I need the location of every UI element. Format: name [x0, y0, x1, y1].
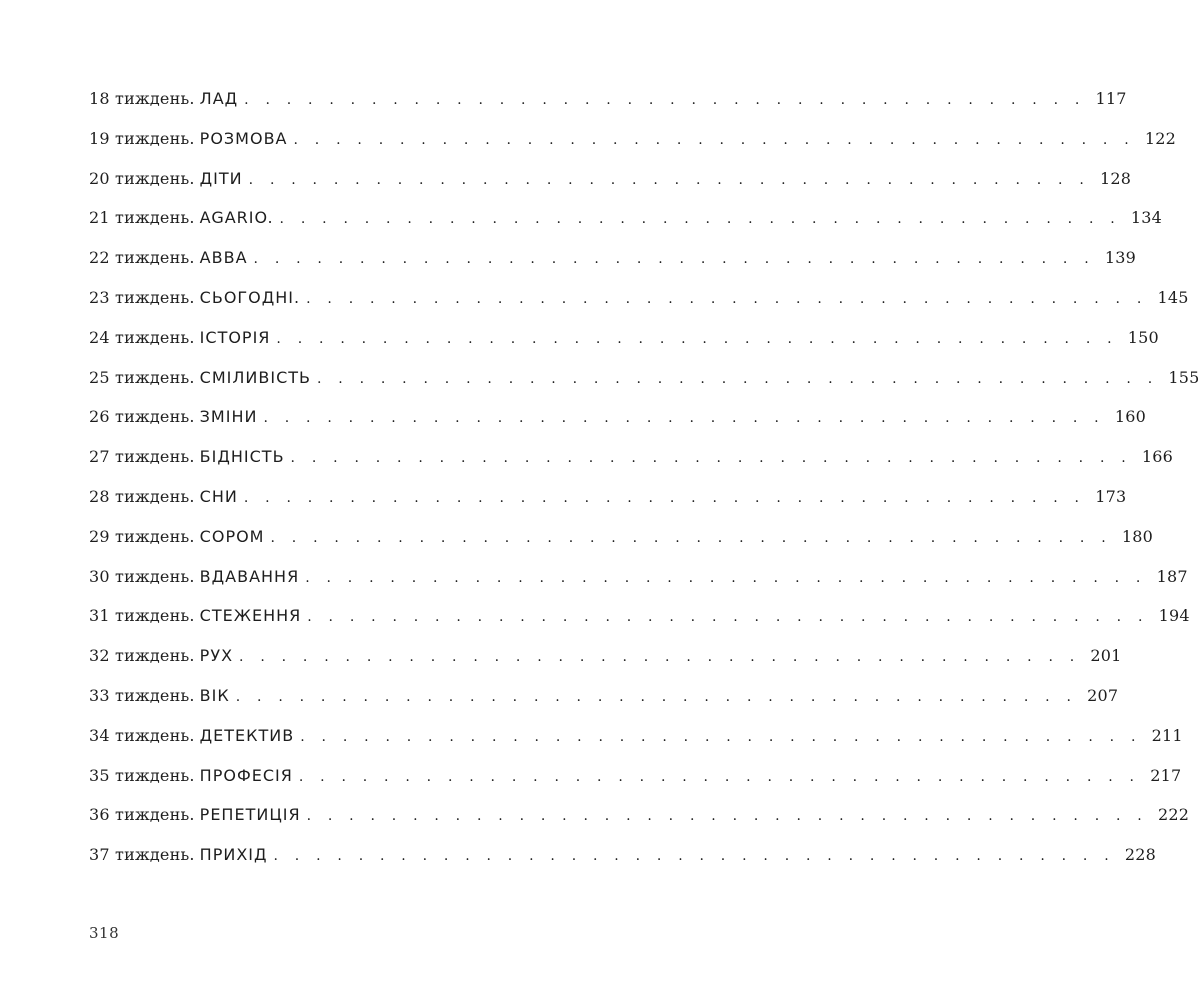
toc-entry-week: 28 тиждень. — [89, 486, 195, 506]
toc-entry-page: 155 — [1168, 367, 1200, 387]
toc-entry-week: 32 тиждень. — [89, 646, 195, 666]
dot-leader: . . . . . . . . . . . . . . . . . . . . . . . . . . . . . . . . . . . . . . . . — [263, 410, 1105, 427]
toc-entry-week: 25 тиждень. — [89, 367, 195, 387]
toc-entry — [89, 128, 1177, 169]
toc-entry-page: 222 — [1157, 805, 1190, 825]
toc-entry — [89, 646, 1122, 686]
toc-entry-page: 166 — [1141, 447, 1174, 467]
toc-entry-title: ВІК — [199, 685, 230, 705]
toc-entry — [89, 287, 1189, 328]
toc-entry-title: ABBA — [199, 248, 248, 268]
toc-entry — [89, 606, 1190, 646]
toc-entry — [89, 208, 1163, 248]
toc-entry-week: 36 тиждень. — [89, 805, 195, 825]
toc-entry — [89, 526, 1153, 567]
toc-entry — [89, 725, 1183, 766]
toc-entry-page: 150 — [1127, 327, 1159, 347]
toc-entry-week: 27 тиждень. — [89, 447, 195, 467]
toc-entry — [89, 845, 1157, 885]
toc-entry-page: 117 — [1095, 89, 1127, 108]
toc-entry-week: 33 тиждень. — [89, 685, 195, 705]
dot-leader: . . . . . . . . . . . . . . . . . . . . . . . . . . . . . . . . . . . . . . . . — [293, 131, 1135, 148]
toc-entry-title: ДІТИ — [199, 168, 243, 188]
toc-entry-page: 122 — [1144, 128, 1177, 148]
toc-entry-title: ЛАД — [199, 89, 239, 108]
toc-entry-page: 145 — [1157, 287, 1189, 307]
toc-entry — [89, 367, 1200, 408]
toc-entry — [89, 765, 1182, 806]
dot-leader: . . . . . . . . . . . . . . . . . . . . . . . . . . . . . . . . . . . . . . . . — [306, 808, 1148, 825]
dot-leader: . . . . . . . . . . . . . . . . . . . . . . . . . . . . . . . . . . . . . . . . — [253, 251, 1095, 268]
toc-entry-page: 211 — [1151, 725, 1183, 745]
dot-leader: . . . . . . . . . . . . . . . . . . . . . . . . . . . . . . . . . . . . . . . . — [307, 609, 1149, 626]
toc-entry-title: ПРИХІД — [199, 845, 268, 865]
toc-entry — [89, 447, 1174, 487]
toc-entry-week: 22 тиждень. — [89, 248, 195, 268]
toc-entry-title: ЗМІНИ — [199, 407, 258, 427]
toc-entry-page: 187 — [1156, 566, 1188, 586]
toc-entry-title: СЬОГОДНІ. — [199, 287, 301, 307]
toc-entry — [89, 248, 1137, 288]
toc-entry — [89, 168, 1132, 209]
dot-leader: . . . . . . . . . . . . . . . . . . . . . . . . . . . . . . . . . . . . . . . . — [270, 529, 1112, 546]
dot-leader: . . . . . . . . . . . . . . . . . . . . . . . . . . . . . . . . . . . . . . . . — [316, 370, 1159, 387]
dot-leader: . . . . . . . . . . . . . . . . . . . . . . . . . . . . . . . . . . . . . . . . — [239, 649, 1081, 666]
toc-entry-page: 217 — [1150, 765, 1182, 785]
toc-entry-week: 34 тиждень. — [89, 725, 195, 745]
toc-entry-title: ІСТОРІЯ — [199, 327, 271, 347]
dot-leader: . . . . . . . . . . . . . . . . . . . . . . . . . . . . . . . . . . . . . . . . — [273, 848, 1115, 865]
toc-entry-page: 139 — [1104, 248, 1137, 268]
toc-entry-week: 30 тиждень. — [89, 566, 195, 586]
toc-entry-week: 31 тиждень. — [89, 606, 195, 626]
dot-leader: . . . . . . . . . . . . . . . . . . . . . . . . . . . . . . . . . . . . . . . . — [290, 450, 1132, 467]
toc-entry — [89, 327, 1159, 368]
toc-entry-title: РЕПЕТИЦІЯ — [199, 805, 301, 825]
dot-leader: . . . . . . . . . . . . . . . . . . . . . . . . . . . . . . . . . . . . . . . . — [276, 330, 1118, 347]
toc-entry-page: 207 — [1087, 685, 1119, 705]
toc-entry-title: СТЕЖЕННЯ — [199, 606, 302, 626]
dot-leader: . . . . . . . . . . . . . . . . . . . . . . . . . . . . . . . . . . . . . . . . — [305, 569, 1147, 586]
toc-entry-title: СНИ — [199, 486, 238, 506]
toc-entry-week: 29 тиждень. — [89, 526, 195, 546]
dot-leader: . . . . . . . . . . . . . . . . . . . . . . . . . . . . . . . . . . . . . . . . — [248, 171, 1091, 188]
dot-leader: . . . . . . . . . . . . . . . . . . . . . . . . . . . . . . . . . . . . . . . . — [235, 688, 1078, 705]
dot-leader: . . . . . . . . . . . . . . . . . . . . . . . . . . . . . . . . . . . . . . . . — [243, 489, 1086, 506]
dot-leader: . . . . . . . . . . . . . . . . . . . . . . . . . . . . . . . . . . . . . . . . — [279, 211, 1121, 228]
toc-entry-title: РОЗМОВА — [199, 128, 288, 148]
toc-entry-week: 19 тиждень. — [89, 128, 195, 148]
toc-entry-week: 35 тиждень. — [89, 765, 195, 785]
toc-entry-title: ДЕТЕКТИВ — [199, 725, 295, 745]
toc-entry — [89, 407, 1146, 447]
toc-entry-title: AGARIO. — [199, 208, 274, 228]
dot-leader: . . . . . . . . . . . . . . . . . . . . . . . . . . . . . . . . . . . . . . . . — [306, 290, 1148, 307]
toc-entry-page: 128 — [1100, 168, 1132, 188]
toc-entry — [89, 566, 1188, 607]
toc-entry-title: РУХ — [199, 646, 234, 666]
toc-entry-title: БІДНІСТЬ — [199, 447, 285, 467]
page-number: 318 — [89, 924, 120, 942]
dot-leader: . . . . . . . . . . . . . . . . . . . . . . . . . . . . . . . . . . . . . . . . — [298, 768, 1141, 785]
toc-entry-page: 228 — [1124, 845, 1157, 865]
toc-entry-page: 180 — [1121, 526, 1153, 546]
toc-entry-week: 21 тиждень. — [89, 208, 195, 228]
toc-entry-title: ПРОФЕСІЯ — [199, 765, 293, 785]
toc-entry-page: 134 — [1130, 208, 1163, 228]
toc-entry — [89, 89, 1127, 129]
toc-entry-page: 173 — [1095, 486, 1127, 506]
toc-entry-page: 194 — [1158, 606, 1190, 626]
toc-entry — [89, 486, 1127, 527]
dot-leader: . . . . . . . . . . . . . . . . . . . . . . . . . . . . . . . . . . . . . . . . — [300, 728, 1142, 745]
toc-entry-week: 23 тиждень. — [89, 287, 195, 307]
toc-entry-title: ВДАВАННЯ — [199, 566, 300, 586]
toc-entry — [89, 805, 1190, 845]
toc-entry-page: 160 — [1114, 407, 1146, 427]
dot-leader: . . . . . . . . . . . . . . . . . . . . . . . . . . . . . . . . . . . . . . . . — [244, 92, 1086, 108]
table-of-contents — [89, 89, 1200, 885]
toc-entry-week: 20 тиждень. — [89, 168, 195, 188]
toc-entry-week: 24 тиждень. — [89, 327, 195, 347]
toc-entry-week: 26 тиждень. — [89, 407, 195, 427]
toc-entry — [89, 685, 1119, 726]
toc-entry-title: СОРОМ — [199, 526, 265, 546]
toc-entry-title: СМІЛИВІСТЬ — [199, 367, 311, 387]
toc-entry-page: 201 — [1090, 646, 1122, 666]
toc-entry-week: 37 тиждень. — [89, 845, 195, 865]
toc-entry-week: 18 тиждень. — [89, 89, 195, 108]
